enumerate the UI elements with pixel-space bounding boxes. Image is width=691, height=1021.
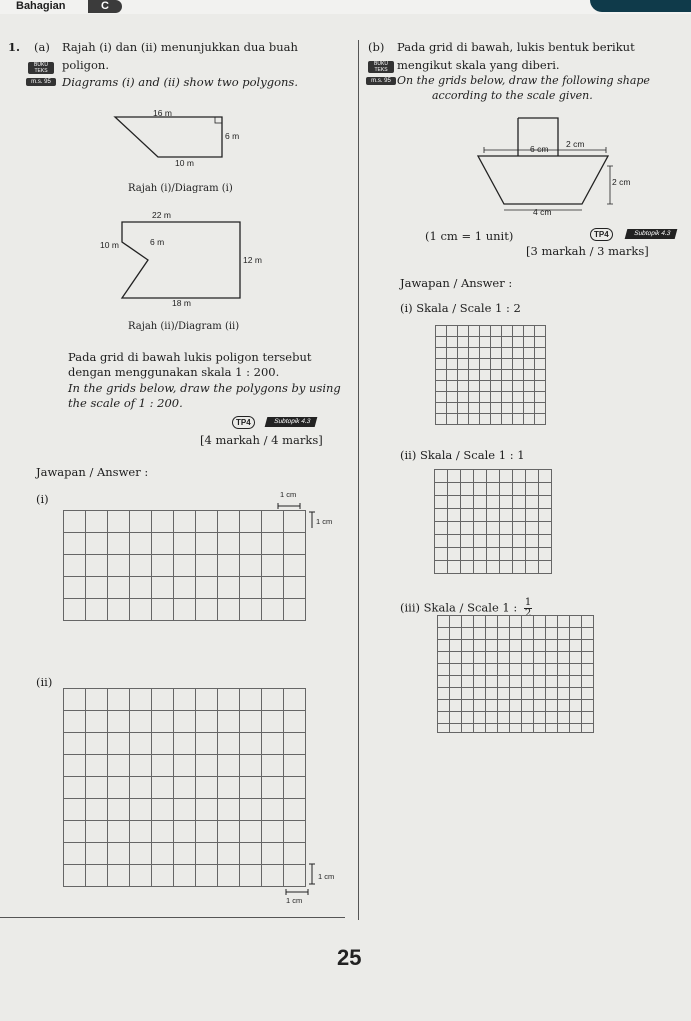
buku-teks-tag: BUKU TEKS xyxy=(28,62,54,74)
fraction-denominator: 2 xyxy=(524,608,532,619)
subtopic-badge-a: Subtopik 4.3 xyxy=(265,417,318,427)
page-ref-tag-b: m.s. 95 xyxy=(366,77,396,85)
diagram-ii-bottom-label: 18 m xyxy=(172,298,191,308)
instruction-line2: dengan menggunakan skala 1 : 200. xyxy=(68,365,280,379)
page-number: 25 xyxy=(337,945,362,970)
diagram-i-polygon xyxy=(115,117,222,157)
marks-b: [3 markah / 3 marks] xyxy=(526,244,649,258)
page-ref-tag: m.s. 95 xyxy=(26,78,56,86)
diagram-ii xyxy=(100,210,260,310)
grid-a-i-unit-v: 1 cm xyxy=(316,517,333,526)
part-b-label: (b) xyxy=(368,40,385,54)
diagram-i-caption: Rajah (i)/Diagram (i) xyxy=(128,183,233,194)
grid-a-i-unit-h: 1 cm xyxy=(280,490,297,499)
answer-ii-label: (ii) xyxy=(36,675,53,689)
instruction-line3: In the grids below, draw the polygons by using xyxy=(68,381,341,395)
grid-a-ii-unit-v: 1 cm xyxy=(318,872,335,881)
part-a-line3: Diagrams (i) and (ii) show two polygons. xyxy=(62,75,298,89)
instruction-line4: the scale of 1 : 200. xyxy=(68,396,183,410)
diagram-i-top-label: 16 m xyxy=(153,108,172,118)
column-divider xyxy=(358,40,359,920)
fraction-numerator: 1 xyxy=(524,597,532,608)
section-title: Bahagian xyxy=(16,0,66,12)
grid-a-ii-unit-h: 1 cm xyxy=(286,896,303,905)
answer-i-label: (i) xyxy=(36,492,49,506)
diagram-i-side-label: 6 m xyxy=(225,131,240,141)
part-b-line3: On the grids below, draw the following shape xyxy=(397,74,650,87)
part-b-line1: Pada grid di bawah, lukis bentuk berikut xyxy=(397,40,635,54)
scale-iii-text: (iii) Skala / Scale 1 : xyxy=(400,600,518,615)
section-badge: C xyxy=(88,0,122,13)
grid-a-i[interactable] xyxy=(63,510,308,625)
part-b-line4: according to the scale given. xyxy=(432,89,593,102)
diagram-ii-left-label: 10 m xyxy=(100,240,119,250)
grid-a-ii-scale-marker xyxy=(282,860,322,900)
part-a-line2: poligon. xyxy=(62,58,109,72)
subtopic-badge-b: Subtopik 4.3 xyxy=(625,229,678,239)
part-b-line2: mengikut skala yang diberi. xyxy=(397,58,560,72)
part-b-shape-toph-label: 6 cm xyxy=(530,144,549,154)
diagram-ii-polygon xyxy=(122,222,240,298)
tp-badge-a: TP4 xyxy=(232,416,255,429)
part-b-shape-side-label: 2 cm xyxy=(612,177,631,187)
diagram-i-right-angle xyxy=(215,117,222,123)
diagram-ii-caption: Rajah (ii)/Diagram (ii) xyxy=(128,321,240,332)
part-b-unit-note: (1 cm = 1 unit) xyxy=(425,229,514,243)
diagram-ii-top-label: 22 m xyxy=(152,210,171,220)
corner-decoration xyxy=(590,0,691,12)
part-b-shape xyxy=(470,108,630,218)
answer-label-b: Jawapan / Answer : xyxy=(400,276,513,290)
marks-a: [4 markah / 4 marks] xyxy=(200,433,323,447)
buku-teks-tag-b: BUKU TEKS xyxy=(368,61,394,73)
question-number: 1. xyxy=(8,40,21,54)
answer-label-a: Jawapan / Answer : xyxy=(36,465,149,479)
scale-i-label: (i) Skala / Scale 1 : 2 xyxy=(400,301,521,315)
part-b-shape-topw-label: 2 cm xyxy=(566,139,585,149)
diagram-ii-right-label: 12 m xyxy=(243,255,262,265)
instruction-line1: Pada grid di bawah lukis poligon tersebut xyxy=(68,350,312,364)
bottom-rule xyxy=(0,917,345,918)
part-b-shape-trapezium xyxy=(478,156,608,204)
grid-a-ii[interactable] xyxy=(63,688,308,893)
grid-b-iii[interactable] xyxy=(437,615,597,740)
tp-badge-b: TP4 xyxy=(590,228,613,241)
part-b-shape-bottom-label: 4 cm xyxy=(533,207,552,217)
scale-ii-label: (ii) Skala / Scale 1 : 1 xyxy=(400,448,525,462)
grid-b-ii[interactable] xyxy=(434,469,554,589)
part-a-label: (a) xyxy=(34,40,50,54)
part-a-line1: Rajah (i) dan (ii) menunjukkan dua buah xyxy=(62,40,298,54)
diagram-i-bottom-label: 10 m xyxy=(175,158,194,168)
grid-b-i[interactable] xyxy=(435,325,548,427)
diagram-ii-inner-label: 6 m xyxy=(150,237,165,247)
